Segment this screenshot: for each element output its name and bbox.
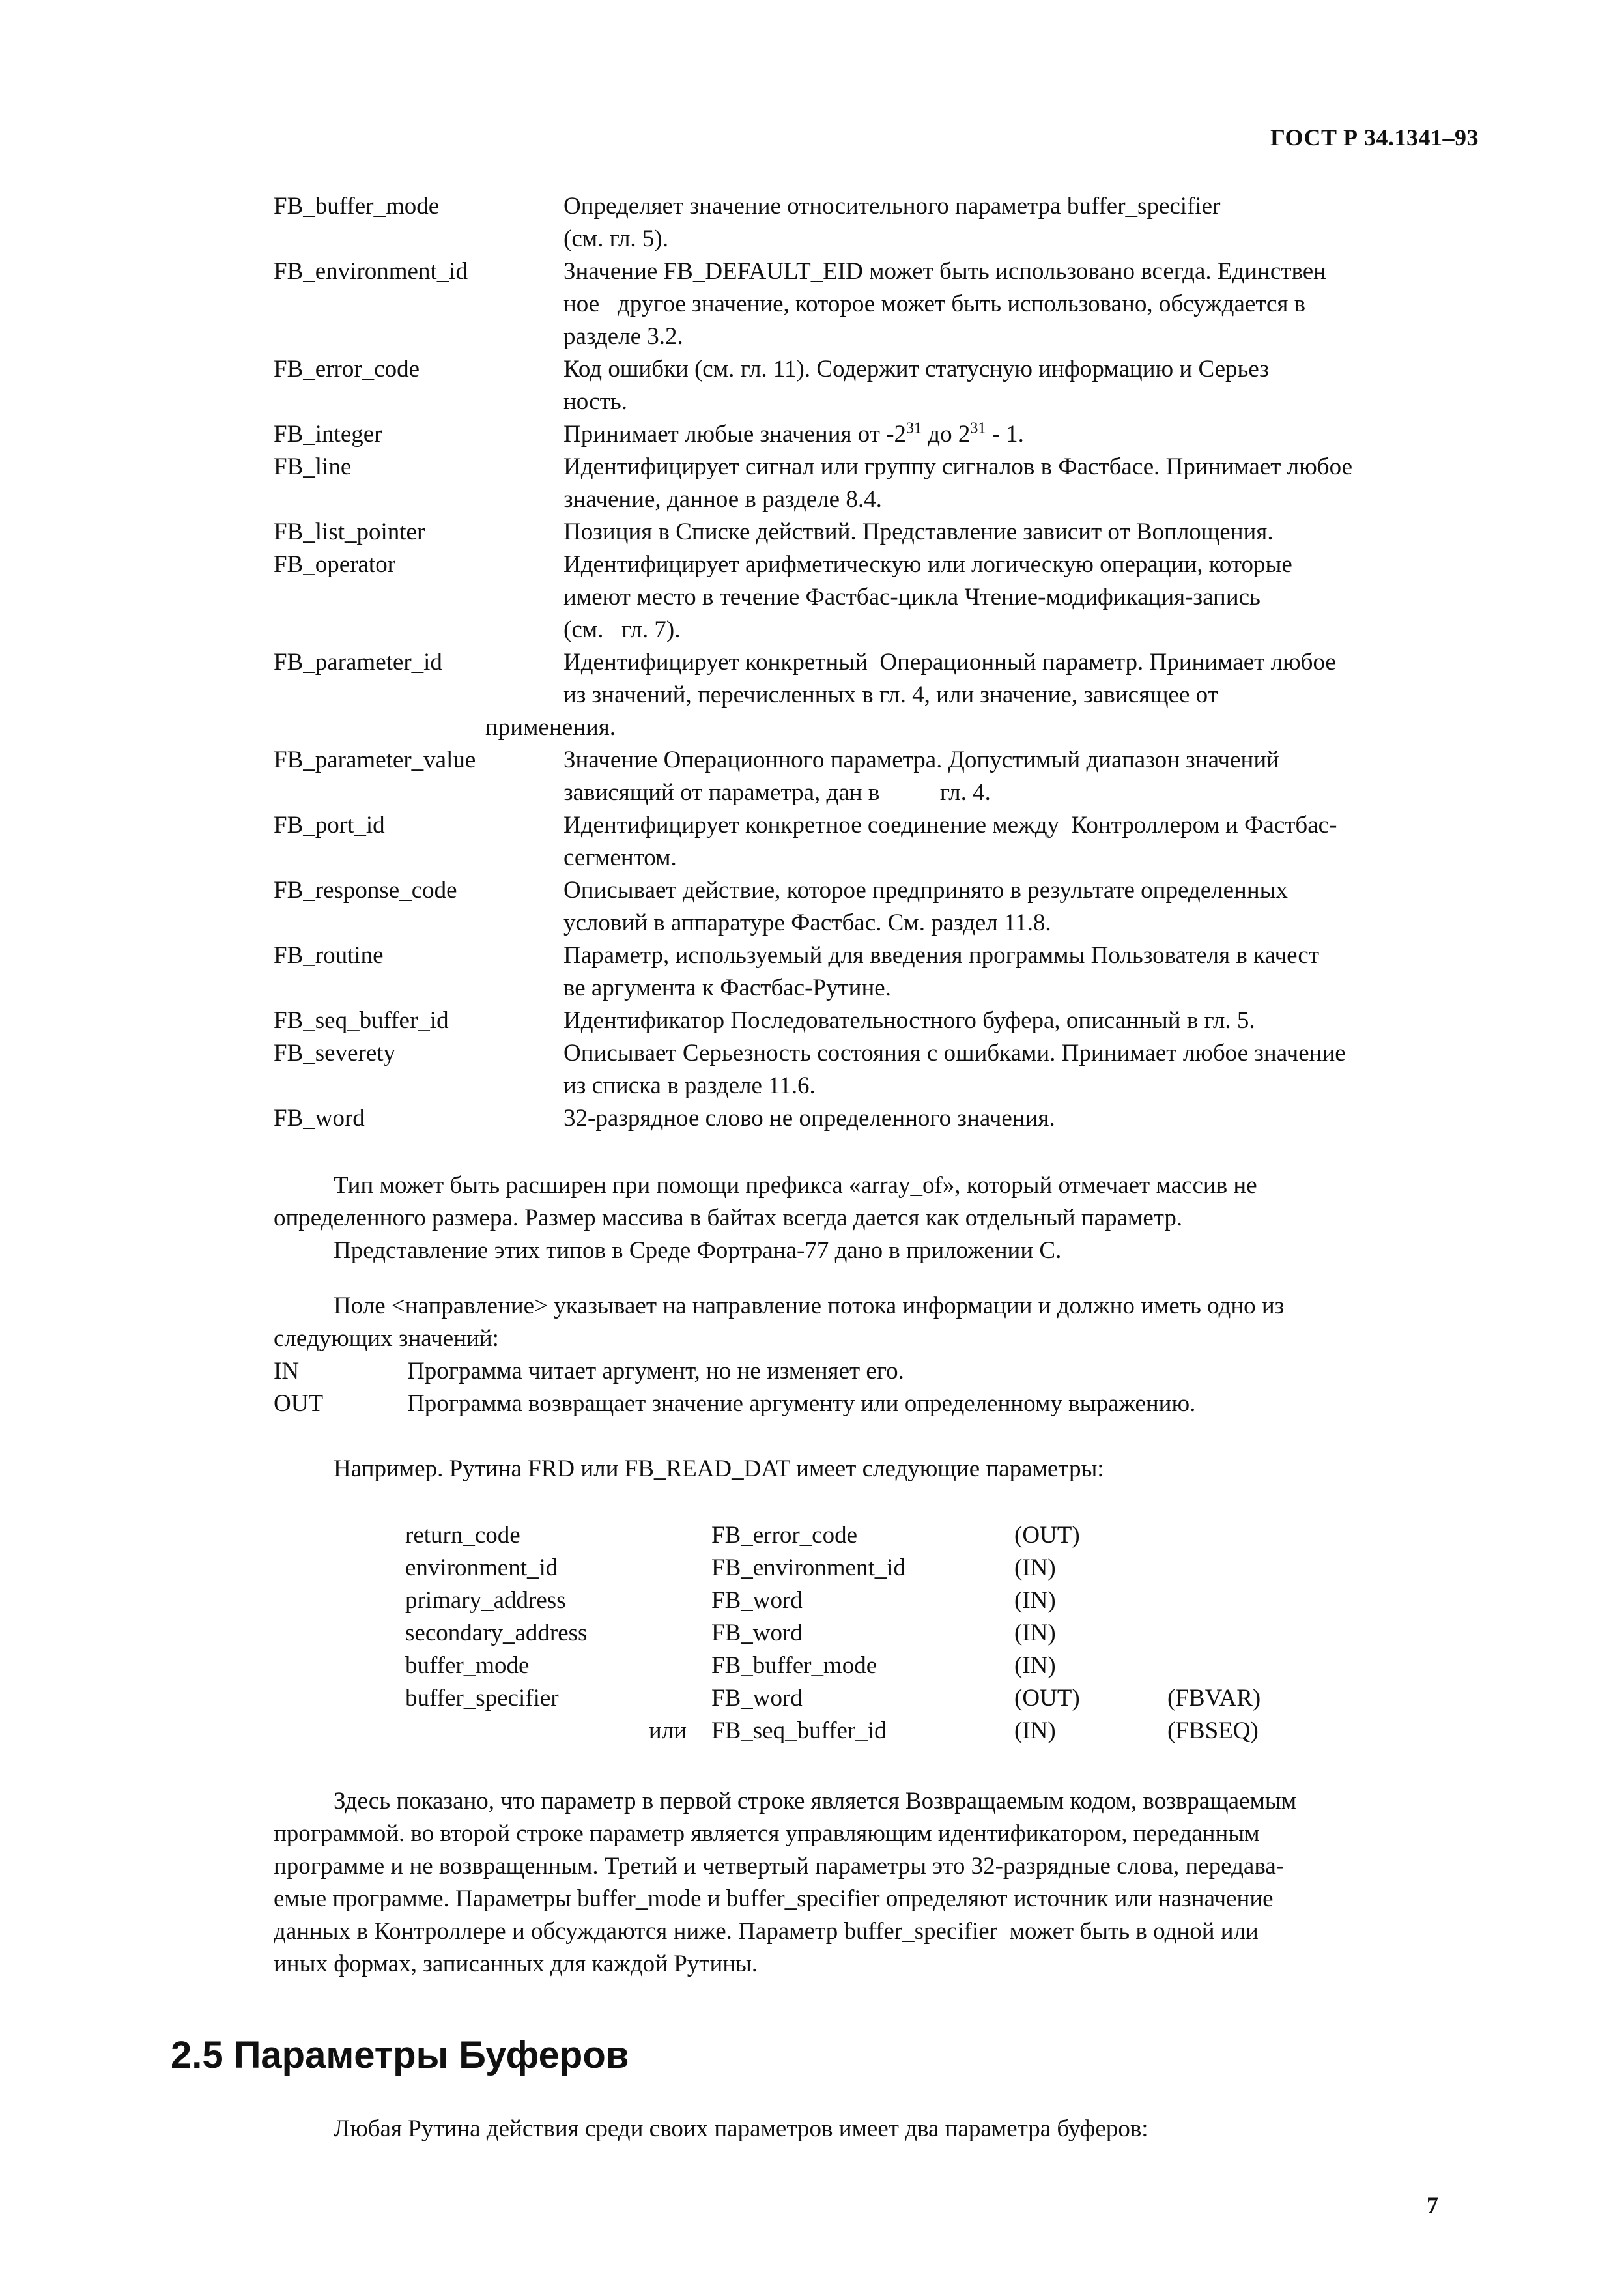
definition-line: Идентифицирует сигнал или группу сигналов в Фастбасе. Принимает любое [563,453,1352,480]
param-type: FB_word [711,1685,803,1711]
paragraph-text: Поле <направление> указывает на направление потока информации и должно иметь одно из [334,1293,1285,1319]
table-row [405,1715,1298,1747]
definition-row [274,1037,1511,1102]
definition-row [274,418,1511,451]
definition-text [563,549,1508,646]
param-type: FB_error_code [711,1522,857,1549]
parameter-table [405,1519,1298,1747]
direction-item [274,1355,1195,1388]
param-extra [1167,1552,1298,1584]
param-name: или [648,1717,687,1744]
example-intro [274,1453,1492,1485]
definition-line: ное другое значение, которое может быть использовано, обсуждается в [563,291,1306,317]
param-type: FB_environment_id [711,1554,906,1581]
definition-line: применения. [485,714,616,741]
paragraph-line [274,2113,1492,2145]
definition-text [563,874,1508,939]
definition-line: Определяет значение относительного параметра buffer_specifier [563,193,1221,220]
definition-term: FB_parameter_value [274,747,476,773]
definition-line: Идентифицирует конкретный Операционный параметр. Принимает любое [563,649,1336,676]
definition-text [563,939,1508,1005]
param-type: FB_buffer_mode [711,1652,877,1679]
definition-row [274,255,1511,353]
paragraph-direction [274,1290,1492,1355]
param-extra [1167,1650,1298,1682]
direction-list [274,1355,1195,1420]
definition-line: Параметр, используемый для введения программы Пользователя в качест [563,942,1320,969]
definition-text [563,516,1508,549]
definition-line: Значение FB_DEFAULT_EID может быть использовано всегда. Единствен [563,258,1326,285]
section-heading: 2.5 Параметры Буферов [171,2034,629,2076]
paragraph-line: следующих значений: [274,1325,499,1352]
definition-line: ность. [563,388,627,415]
direction-key: OUT [274,1390,324,1417]
param-direction: (IN) [1014,1587,1056,1614]
definition-row [274,1102,1511,1135]
param-direction: (IN) [1014,1620,1056,1646]
definition-row [274,874,1511,939]
param-name: secondary_address [405,1620,588,1646]
definition-line: Позиция в Списке действий. Представление зависит от Воплощения. [563,519,1274,545]
paragraph-text: Любая Рутина действия среди своих параметров имеет два параметра буферов: [334,2115,1148,2142]
direction-text: Программа возвращает значение аргументу или определенному выражению. [407,1390,1196,1417]
param-type: FB_word [711,1587,803,1614]
definition-text [563,809,1508,874]
definition-line: сегментом. [563,844,677,871]
direction-item [274,1388,1195,1420]
definition-line: из значений, перечисленных в гл. 4, или значение, зависящее от [563,681,1218,708]
definition-text [563,418,1508,451]
definition-line: зависящий от параметра, дан в гл. 4. [563,779,991,806]
paragraph-line [274,1235,1492,1267]
param-extra: (FBSEQ) [1167,1717,1259,1744]
exponent: 31 [906,420,922,437]
definition-term: FB_environment_id [274,258,468,285]
param-type: FB_word [711,1620,803,1646]
definition-row [274,939,1511,1005]
param-extra: (FBVAR) [1167,1685,1261,1711]
table-row [405,1584,1298,1617]
definition-line: Описывает Серьезность состояния с ошибками. Принимает любое значение [563,1040,1346,1066]
definition-term: FB_buffer_mode [274,193,440,220]
definition-line: условий в аппаратуре Фастбас. См. раздел 11.8. [563,909,1051,936]
definition-line: Идентифицирует арифметическую или логическую операции, которые [563,551,1292,578]
definition-line: имеют место в течение Фастбас-цикла Чтение-модификация-запись [563,584,1261,610]
definition-term: FB_error_code [274,356,420,382]
param-name: buffer_mode [405,1652,530,1679]
document-header: ГОСТ Р 34.1341–93 [1270,124,1479,150]
definition-line: 32-разрядное слово не определенного значения. [563,1105,1055,1132]
definition-line [563,418,1508,451]
paragraph-text: Тип может быть расширен при помощи префикса «array_of», который отмечает массив не [334,1172,1257,1199]
definition-line: значение, данное в разделе 8.4. [563,486,882,513]
param-direction: (OUT) [1014,1522,1080,1549]
paragraph-types [274,1169,1492,1267]
definition-line: Описывает действие, которое предпринято в результате определенных [563,877,1289,904]
table-row [405,1682,1298,1715]
paragraph-explanation [274,1785,1492,1981]
paragraph-line: иных формах, записанных для каждой Рутины. [274,1951,758,1977]
definition-line: разделе 3.2. [563,323,683,350]
text-fragment: - 1. [986,421,1024,448]
paragraph-line [274,1169,1492,1202]
definition-line: из списка в разделе 11.6. [563,1072,816,1099]
param-direction: (IN) [1014,1554,1056,1581]
definition-text [563,451,1508,516]
definition-term: FB_line [274,453,352,480]
definition-term: FB_seq_buffer_id [274,1007,449,1034]
param-name: return_code [405,1522,520,1549]
definition-row [274,1005,1511,1037]
table-row [405,1519,1298,1552]
definition-text [563,1037,1508,1102]
definition-term: FB_operator [274,551,396,578]
definition-term: FB_severety [274,1040,396,1066]
definitions-list [274,190,1511,1135]
definition-line: Идентификатор Последовательностного буфера, описанный в гл. 5. [563,1007,1255,1034]
exponent: 31 [970,420,986,437]
definition-line: ве аргумента к Фастбас-Рутине. [563,975,891,1001]
paragraph-line [274,1453,1492,1485]
definition-line: Код ошибки (см. гл. 11). Содержит статусную информацию и Серьез [563,356,1269,382]
definition-text [563,353,1508,418]
definition-term: FB_routine [274,942,384,969]
definition-line: (см. гл. 7). [563,616,681,643]
paragraph-line: программой. во второй строке параметр является управляющим идентификатором, переданным [274,1820,1260,1847]
section-intro [274,2113,1492,2145]
definition-row [274,190,1511,255]
param-name: primary_address [405,1587,566,1614]
table-row [405,1552,1298,1584]
param-direction: (OUT) [1014,1685,1080,1711]
paragraph-text: Здесь показано, что параметр в первой строке является Возвращаемым кодом, возвращаемым [334,1788,1297,1814]
definition-term: FB_integer [274,421,382,448]
direction-text: Программа читает аргумент, но не изменяет его. [407,1358,904,1384]
definition-term: FB_parameter_id [274,649,442,676]
param-direction: (IN) [1014,1717,1056,1744]
paragraph-line: емые программе. Параметры buffer_mode и buffer_specifier определяют источник или назначение [274,1885,1274,1912]
definition-text [563,744,1508,809]
definition-term: FB_response_code [274,877,457,904]
param-type: FB_seq_buffer_id [711,1717,887,1744]
definition-text [563,190,1508,255]
definition-line: (см. гл. 5). [563,225,668,252]
paragraph-text: Например. Рутина FRD или FB_READ_DAT имеет следующие параметры: [334,1455,1104,1482]
paragraph-line [274,1785,1492,1818]
definition-row [274,809,1511,874]
paragraph-text: Представление этих типов в Среде Фортрана-77 дано в приложении С. [334,1237,1062,1264]
definition-text [563,646,1508,711]
definition-text [563,255,1508,353]
param-extra [1167,1519,1298,1552]
definition-text [563,1102,1508,1135]
definition-row [274,353,1511,418]
text-fragment: до 2 [922,421,971,448]
paragraph-line [274,1290,1492,1323]
text-fragment: Принимает любые значения от -2 [563,421,907,448]
definition-row [274,451,1511,516]
paragraph-line: данных в Контроллере и обсуждаются ниже. Параметр buffer_specifier может быть в одной или [274,1918,1259,1945]
definition-row [274,516,1511,549]
table-row [405,1617,1298,1650]
definition-row [274,744,1511,809]
param-name: buffer_specifier [405,1685,559,1711]
table-row [405,1650,1298,1682]
param-name: environment_id [405,1554,558,1581]
definition-term: FB_port_id [274,812,385,838]
definition-term: FB_list_pointer [274,519,425,545]
definition-row [274,549,1511,646]
definition-line: Значение Операционного параметра. Допустимый диапазон значений [563,747,1279,773]
param-extra [1167,1584,1298,1617]
page-number: 7 [1427,2192,1438,2218]
definition-term: FB_word [274,1105,365,1132]
definition-text [563,1005,1508,1037]
definition-row [274,646,1511,711]
param-direction: (IN) [1014,1652,1056,1679]
definition-line: Идентифицирует конкретное соединение между Контроллером и Фастбас- [563,812,1337,838]
param-extra [1167,1617,1298,1650]
definition-row-hang [274,711,1511,744]
paragraph-line: определенного размера. Размер массива в байтах всегда дается как отдельный параметр. [274,1205,1183,1231]
paragraph-line: программе и не возвращенным. Третий и четвертый параметры это 32-разрядные слова, передава- [274,1853,1285,1880]
direction-key: IN [274,1358,300,1384]
